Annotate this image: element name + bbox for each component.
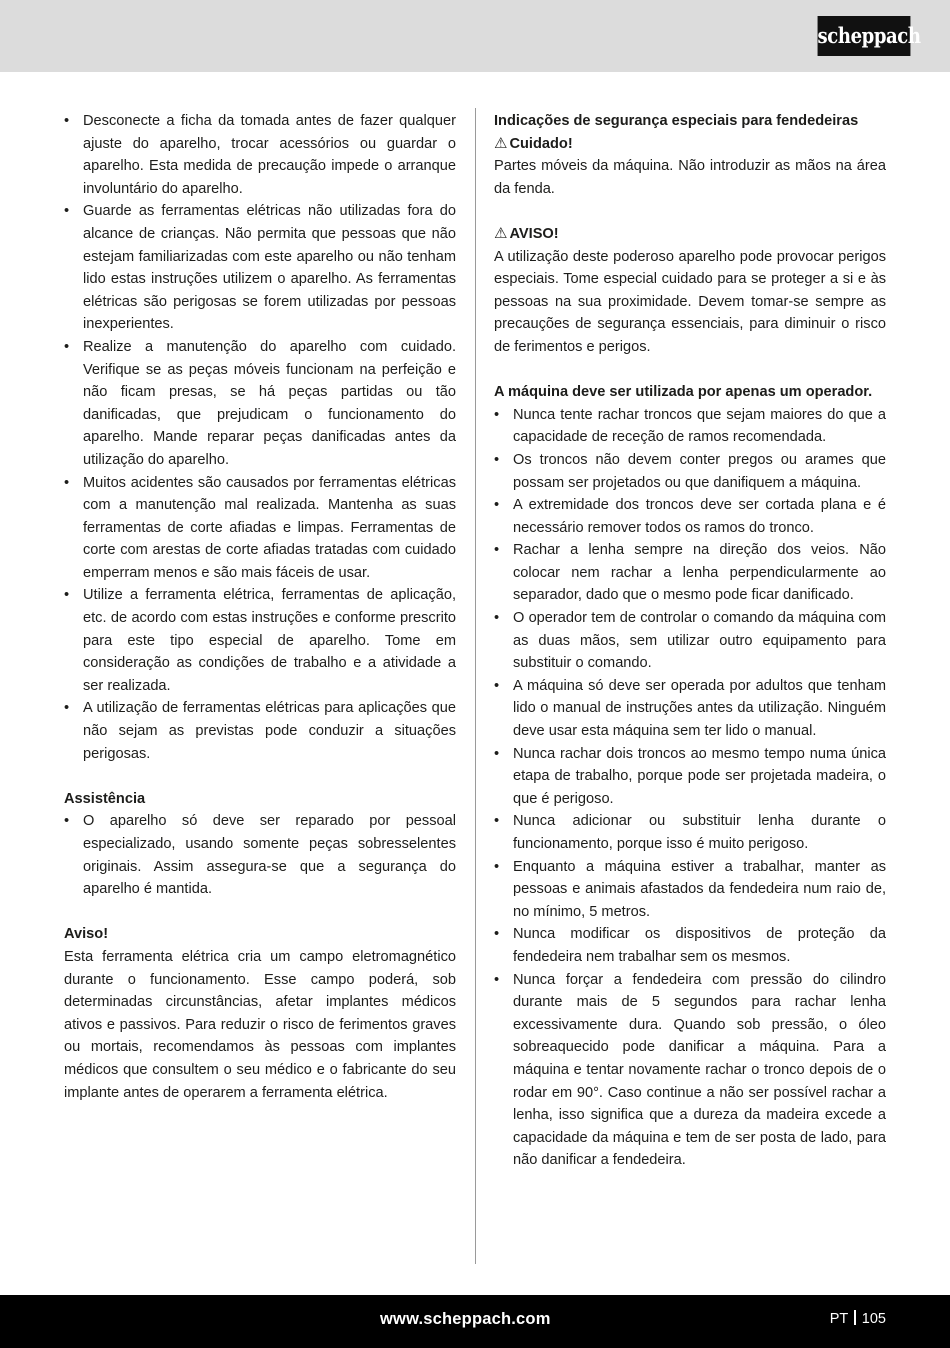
list-item: • Nunca forçar a fendedeira com pressão do cilindro durante mais de 5 segundos para rachar lenha excessivamente dura. Quando sob pressão, o óleo sobreaquecido pode danificar a máquina. Para a máquina e tentar novamente rachar o tronco depois de o rodar em 90°. Caso continue a não ser possível rachar a lenha, isso significa que a dureza da madeira excede a capacidade da máquina e tem de ser posta de lado, para não danificar a fendedeira. <box>494 969 886 1172</box>
list-item: • A máquina só deve ser operada por adultos que tenham lido o manual de instruções antes da utilização. Ninguém deve usar esta máquina sem ter lido o manual. <box>494 675 886 743</box>
special-safety-heading: Indicações de segurança especiais para fendedeiras <box>494 113 859 129</box>
operator-heading: A máquina deve ser utilizada por apenas um operador. <box>494 384 873 401</box>
list-item: • O operador tem de controlar o comando da máquina com as duas mãos, sem utilizar outro equipamento para substituir o comando. <box>494 607 886 675</box>
list-item: • Enquanto a máquina estiver a trabalhar, manter as pessoas e animais afastados da fendedeira num raio de, no mínimo, 5 metros. <box>494 856 886 924</box>
warning-label: AVISO! <box>509 225 559 242</box>
list-item: • Nunca tente rachar troncos que sejam maiores do que a capacidade de receção de ramos recomendada. <box>494 404 886 449</box>
notice-paragraph: Esta ferramenta elétrica cria um campo eletromagnético durante o funcionamento. Esse campo poderá, sob determinadas circunstâncias, afetar implantes médicos ativos e passivos. Para reduzir o risco de ferimentos graves ou mortais, recomendamos às pessoas com implantes médicos que consultem o seu médico e o fabricante do seu implante antes de operarem a ferramenta elétrica. <box>64 948 456 1101</box>
warning-triangle-icon: ⚠ <box>494 134 508 152</box>
list-item: • O aparelho só deve ser reparado por pessoal especializado, usando somente peças sobresselentes originais. Assim assegura-se que a segurança do aparelho é mantida. <box>64 810 456 900</box>
list-item: • Realize a manutenção do aparelho com cuidado. Verifique se as peças móveis funcionam na perfeição e não ficam presas, se há peças partidas ou tão danificadas, que prejudicam o funcionamento do aparelho. Mande reparar peças danificadas antes da utilização do aparelho. <box>64 336 456 472</box>
brand-logo: scheppach <box>818 16 911 56</box>
page-indicator <box>830 1295 886 1343</box>
list-item: • Desconecte a ficha da tomada antes de fazer qualquer ajuste do aparelho, trocar acessórios ou guardar o aparelho. Esta medida de precaução impede o arranque involuntário do aparelho. <box>64 110 456 200</box>
assistance-heading: Assistência <box>64 790 146 807</box>
list-item: • Nunca modificar os dispositivos de proteção da fendedeira nem trabalhar sem os mesmos. <box>494 923 886 968</box>
list-item: • Nunca rachar dois troncos ao mesmo tempo numa única etapa de trabalho, porque pode ser projetada madeira, o que é perigoso. <box>494 743 886 811</box>
caution-paragraph: Partes móveis da máquina. Não introduzir as mãos na área da fenda. <box>494 158 886 197</box>
list-item: • A utilização de ferramentas elétricas para aplicações que não sejam as previstas pode conduzir a situações perigosas. <box>64 697 456 765</box>
list-item: • Os troncos não devem conter pregos ou arames que possam ser projetados ou que danifiquem a máquina. <box>494 449 886 494</box>
language-code: PT <box>829 1311 849 1327</box>
list-item: • Rachar a lenha sempre na direção dos veios. Não colocar nem rachar a lenha perpendicularmente ao separador, dado que o mesmo pode ficar danificado. <box>494 539 886 607</box>
right-column <box>494 110 886 1172</box>
assistance-bullet-list <box>64 810 456 900</box>
list-item: • A extremidade dos troncos deve ser cortada plana e é necessário remover todos os ramos do tronco. <box>494 494 886 539</box>
caution-label: Cuidado! <box>509 135 573 152</box>
warning-triangle-icon: ⚠ <box>494 224 508 242</box>
footer-bar <box>0 1295 950 1348</box>
list-item: • Muitos acidentes são causados por ferramentas elétricas com a manutenção mal realizada. Mantenha as suas ferramentas de corte afiadas e limpas. Ferramentas de corte com arestas de corte afiadas tratadas com cuidado emperram menos e são mais fáceis de usar. <box>64 472 456 585</box>
list-item: • Nunca adicionar ou substituir lenha durante o funcionamento, porque isso é muito perigoso. <box>494 810 886 855</box>
warning-paragraph: A utilização deste poderoso aparelho pode provocar perigos especiais. Tome especial cuidado para se proteger a si e às pessoas na sua proximidade. Devem tomar-se sempre as precauções de segurança essenciais, para diminuir o risco de ferimentos e perigos. <box>494 248 886 355</box>
operator-bullet-list <box>494 404 886 1172</box>
list-item: • Utilize a ferramenta elétrica, ferramentas de aplicação, etc. de acordo com estas instruções e conforme prescrito para este tipo especial de aparelho. Tome em consideração as condições de trabalho e a atividade a ser realizada. <box>64 584 456 697</box>
warning-heading <box>494 223 886 246</box>
list-item: • Guarde as ferramentas elétricas não utilizadas fora do alcance de crianças. Não permita que pessoas que não estejam familiarizadas com este aparelho ou não tenham lido estas instruções utilizem o aparelho. As ferramentas elétricas são perigosas se forem utilizadas por pessoas inexperientes. <box>64 200 456 336</box>
footer-website-link[interactable]: www.scheppach.com <box>380 1310 551 1328</box>
column-divider <box>475 108 476 1264</box>
safety-bullet-list <box>64 110 456 765</box>
page-number: 105 <box>861 1311 886 1327</box>
header-band <box>0 0 950 72</box>
notice-heading: Aviso! <box>64 926 109 943</box>
separator <box>854 1310 856 1325</box>
left-column <box>64 110 456 1104</box>
caution-heading <box>494 133 886 156</box>
